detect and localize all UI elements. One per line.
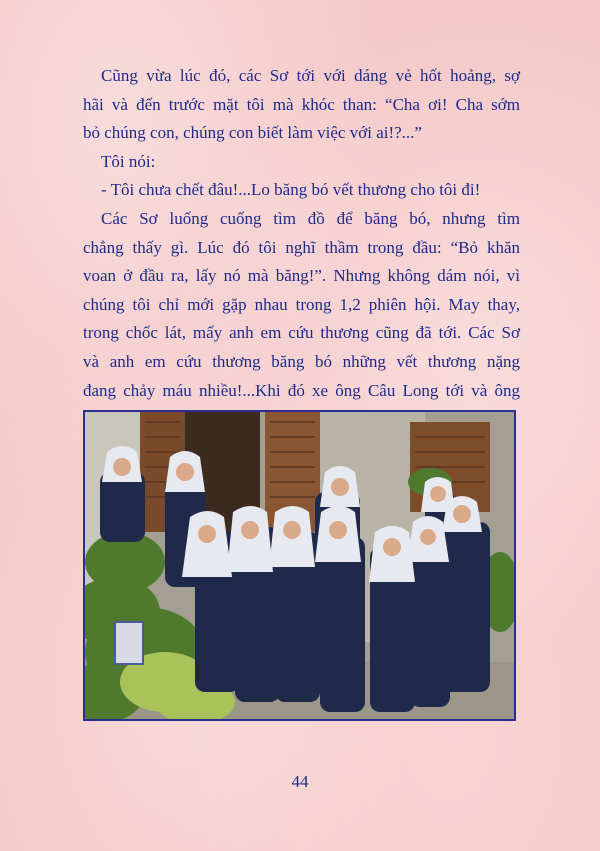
paragraph-line: - Tôi chưa chết đâu!...Lo băng bó vết thương cho tôi đi! xyxy=(101,180,481,200)
page-number: 44 xyxy=(291,772,309,791)
paragraph-line: đang chảy máu nhiều!...Khi đó xe ông Câu Long tới và ông xyxy=(83,380,520,400)
paragraph-line: chẳng thấy gì. Lúc đó tôi nghĩ thầm trong đầu: “Bỏ khăn xyxy=(83,237,520,257)
paragraph-line: và anh em cứu thương băng bó những vết thương nặng xyxy=(83,351,520,371)
paragraph-line: voan ở đầu ra, lấy nó mà băng!”. Nhưng không dám nói, vì xyxy=(83,266,520,286)
group-photo xyxy=(83,410,516,721)
body-text xyxy=(83,62,520,405)
paragraph-line: chúng tôi chỉ mới gặp nhau trong 1,2 phiên hội. May thay, xyxy=(83,294,520,314)
paragraph-line: Các Sơ luống cuống tìm đồ để băng bó, nhưng tìm xyxy=(101,208,520,228)
paragraph-line: Tôi nói: xyxy=(101,151,156,171)
paragraph-line: hãi và đến trước mặt tôi mà khóc than: “Cha ơi! Cha sớm xyxy=(83,94,520,114)
paragraph-line: trong chốc lát, mấy anh em cứu thương cũng đã tới. Các Sơ xyxy=(83,323,520,343)
paragraph-line: bỏ chúng con, chúng con biết làm việc với ai!?...” xyxy=(83,123,422,143)
paragraph-line: Cũng vừa lúc đó, các Sơ tới với dáng vẻ hốt hoảng, sợ xyxy=(101,66,520,85)
